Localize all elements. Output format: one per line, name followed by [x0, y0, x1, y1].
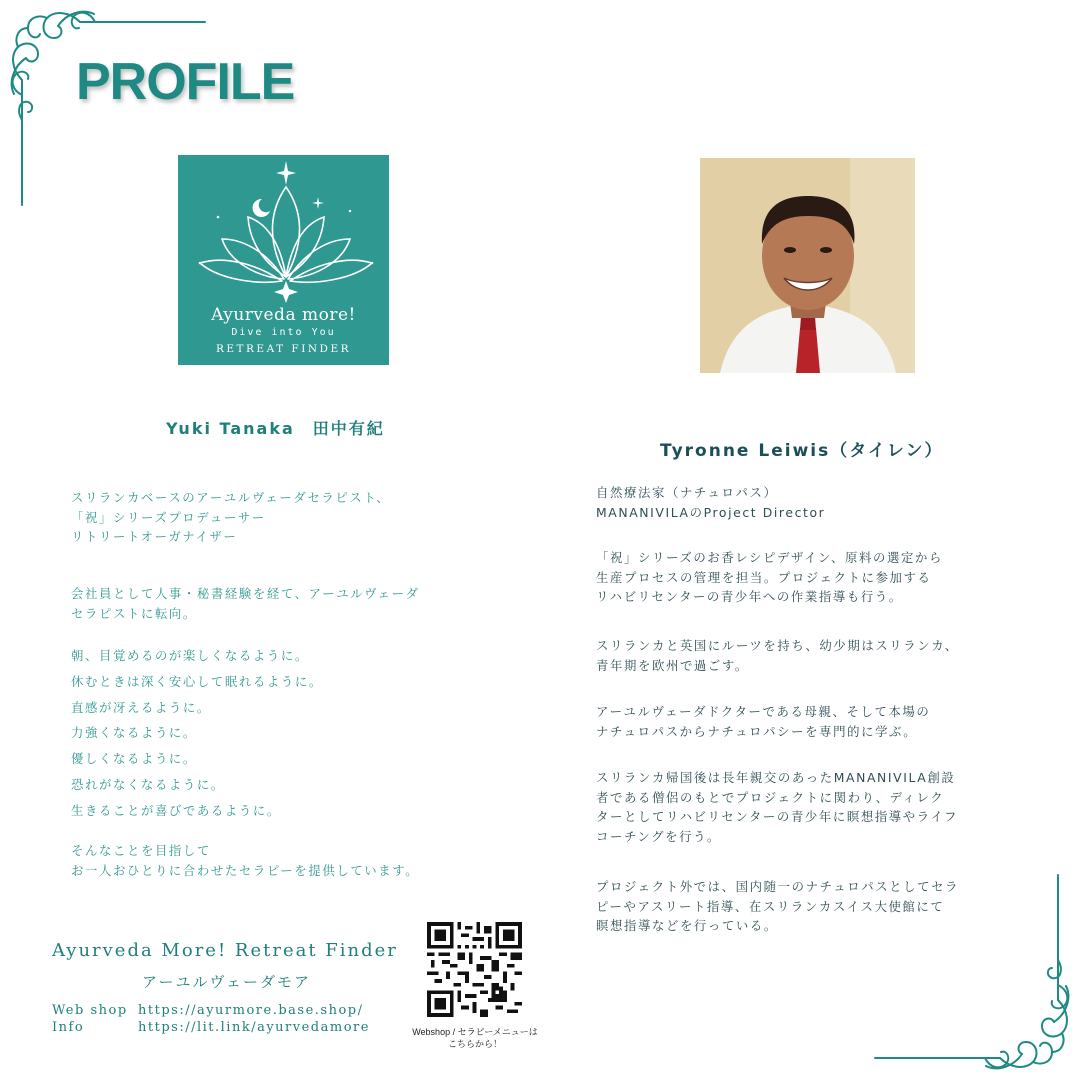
- webshop-label: Web shop: [52, 1003, 128, 1018]
- left-closing: [71, 841, 419, 880]
- right-role: [596, 483, 825, 522]
- text-line: スリランカ帰国後は長年親交のあったMANANIVILA創設: [596, 770, 956, 785]
- text-line: お一人おひとりに合わせたセラピーを提供しています。: [71, 862, 420, 878]
- text-line: コーチングを行う。: [596, 828, 722, 844]
- info-label: Info: [52, 1020, 85, 1035]
- brand-logo: [178, 155, 389, 365]
- right-paragraph-5: [596, 877, 959, 936]
- text-line: 直感が冴えるように。: [71, 699, 211, 715]
- text-line: 生きることが喜びであるように。: [71, 802, 281, 818]
- text-line: 休むときは深く安心して眠れるように。: [71, 673, 323, 689]
- webshop-link[interactable]: https://ayurmore.base.shop/: [138, 1003, 364, 1018]
- text-line: ナチュロパスからナチュロパシーを専門的に学ぶ。: [596, 723, 918, 739]
- qr-caption: [404, 1026, 546, 1050]
- footer-brand-title: Ayurveda More! Retreat Finder: [52, 940, 398, 961]
- text-line: 生産プロセスの管理を担当。プロジェクトに参加する: [596, 569, 932, 585]
- text-line: 青年期を欧州で過ごす。: [596, 657, 749, 673]
- left-intro: [71, 488, 390, 547]
- left-wishes: [71, 643, 323, 824]
- right-paragraph-3: [596, 702, 930, 741]
- text-line: スリランカベースのアーユルヴェーダセラピスト、: [71, 490, 391, 505]
- text-line: アーユルヴェーダドクターである母親、そして本場の: [596, 704, 931, 719]
- text-line: ターとしてリハビリセンターの青少年に瞑想指導やライフ: [596, 809, 959, 824]
- text-line: 力強くなるように。: [71, 725, 197, 741]
- text-line: 朝、目覚めるのが楽しくなるように。: [71, 648, 309, 663]
- logo-subtitle: RETREAT FINDER: [215, 343, 352, 355]
- logo-brand-name: Ayurveda more!: [211, 305, 356, 325]
- left-career: [71, 584, 420, 623]
- left-profile-name: Yuki Tanaka 田中有紀: [166, 419, 385, 438]
- text-line: 者である僧侶のもとでプロジェクトに関わり、ディレク: [596, 789, 945, 805]
- right-paragraph-4: [596, 768, 958, 846]
- text-line: 優しくなるように。: [71, 751, 197, 767]
- text-line: スリランカと英国にルーツを持ち、幼少期はスリランカ、: [596, 638, 959, 653]
- text-line: そんなことを目指して: [71, 843, 211, 858]
- text-line: 恐れがなくなるように。: [71, 776, 225, 792]
- text-line: 会社員として人事・秘書経験を経て、アーユルヴェーダ: [71, 586, 420, 601]
- text-line: 「祝」シリーズプロデューサー: [71, 509, 266, 525]
- text-line: ピーやアスリート指導、在スリランカスイス大使館にて: [596, 898, 945, 914]
- right-profile-name: Tyronne Leiwis（タイレン）: [660, 441, 944, 461]
- qr-caption-line: Webshop / セラピーメニューは: [412, 1027, 538, 1037]
- info-row: [52, 1020, 370, 1035]
- text-line: プロジェクト外では、国内随一のナチュロパスとしてセラ: [596, 879, 960, 894]
- text-line: MANANIVILAのProject Director: [596, 504, 826, 520]
- webshop-row: [52, 1003, 363, 1018]
- text-line: 瞑想指導などを行っている。: [596, 918, 778, 933]
- text-line: 自然療法家（ナチュロパス）: [596, 485, 778, 500]
- profile-photo: [700, 158, 915, 373]
- right-paragraph-2: [596, 636, 959, 675]
- text-line: リハビリセンターの青少年への作業指導も行う。: [596, 589, 903, 604]
- text-line: セラピストに転向。: [71, 605, 197, 621]
- footer-brand-subtitle: アーユルヴェーダモア: [142, 973, 311, 991]
- text-line: 「祝」シリーズのお香レシピデザイン、原料の選定から: [596, 550, 943, 565]
- logo-tagline: Dive into You: [231, 327, 336, 338]
- info-link[interactable]: https://lit.link/ayurvedamore: [138, 1020, 370, 1035]
- lotus-icon: [178, 155, 389, 305]
- page-title: PROFILE: [76, 53, 295, 111]
- qr-code[interactable]: [427, 922, 522, 1017]
- text-line: リトリートオーガナイザー: [71, 529, 238, 544]
- right-paragraph-1: [596, 548, 943, 607]
- qr-caption-line: こちらから！: [447, 1039, 502, 1049]
